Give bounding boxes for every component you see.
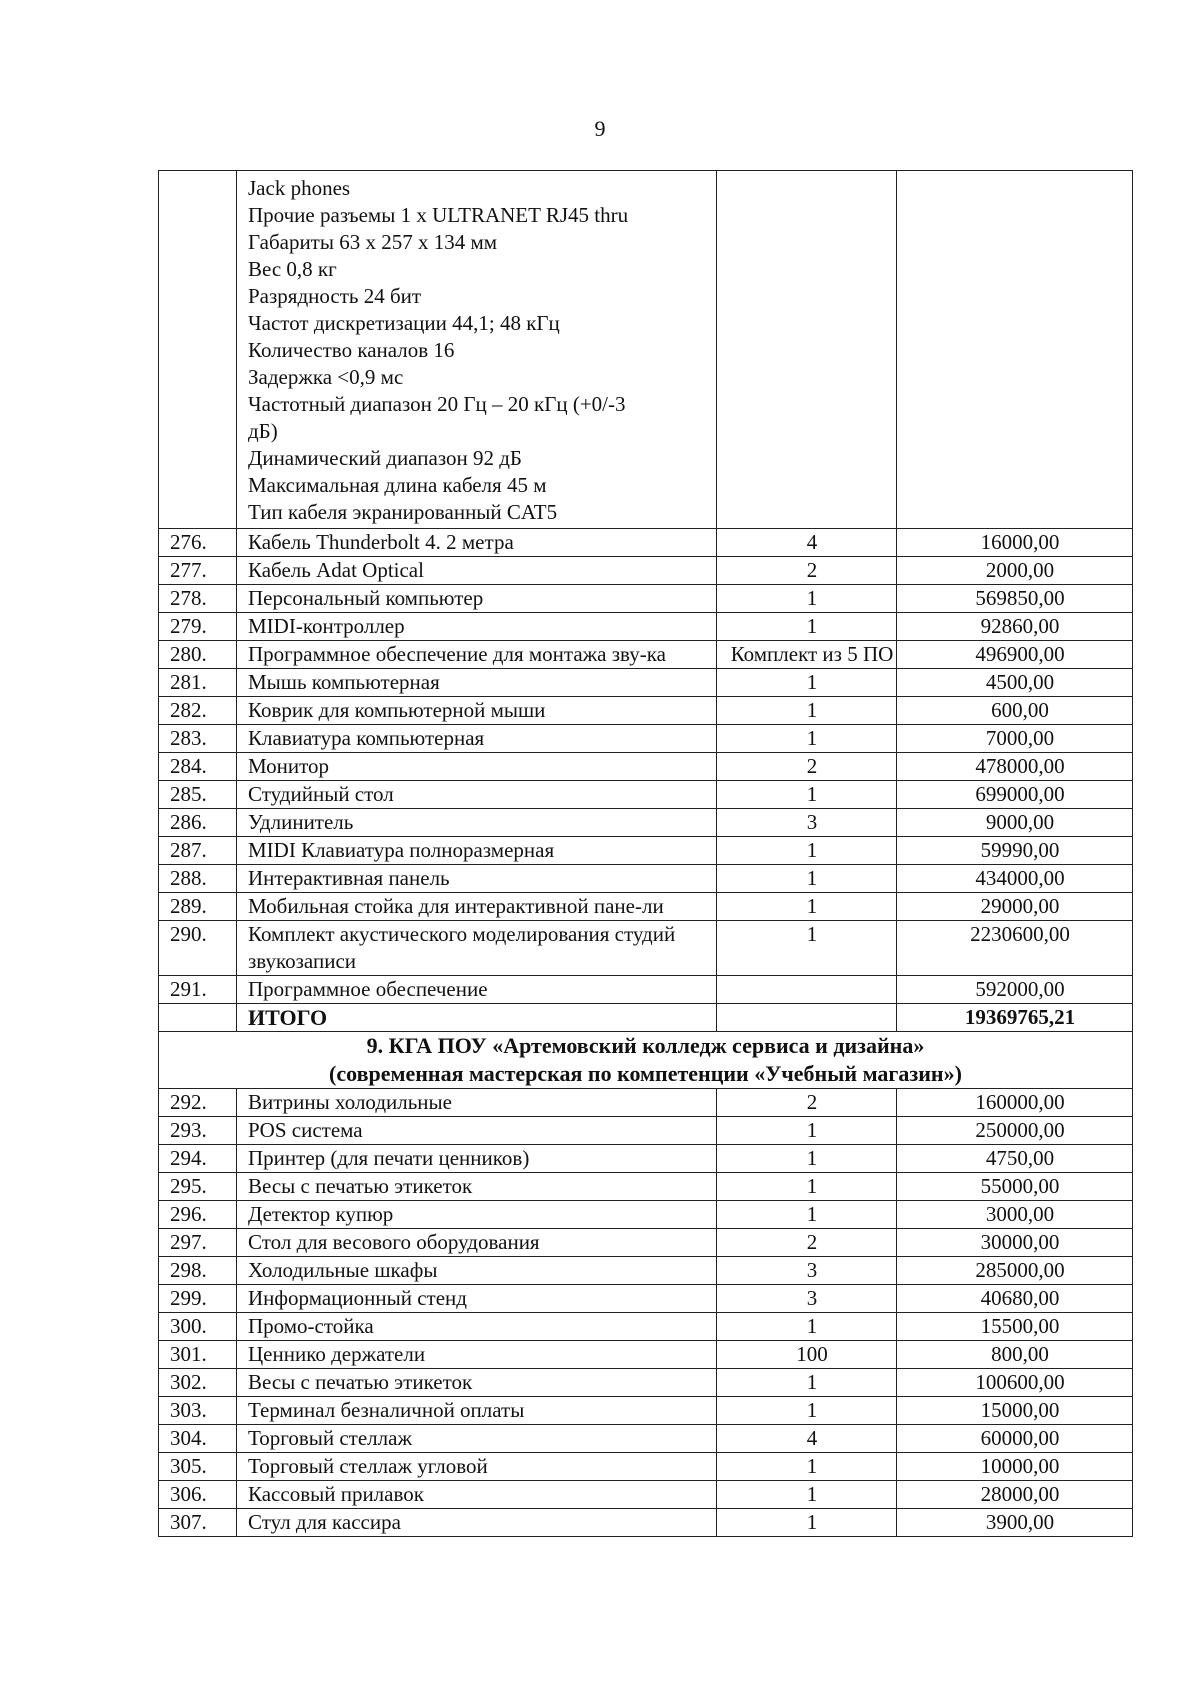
cell-name: Стул для кассира: [237, 1509, 717, 1537]
cell-number: [159, 171, 237, 529]
table-row: [159, 837, 1133, 865]
spec-line: Задержка <0,9 мс: [248, 365, 404, 389]
cell-number: 286.: [159, 809, 237, 837]
cell-quantity: 1: [717, 1313, 897, 1341]
cell-name: Детектор купюр: [237, 1201, 717, 1229]
spec-line: Вес 0,8 кг: [248, 257, 337, 281]
cell-sum: 569850,00: [897, 585, 1133, 613]
cell-name: Мышь компьютерная: [237, 669, 717, 697]
table-row: [159, 1481, 1133, 1509]
cell-sum: 2000,00: [897, 557, 1133, 585]
cell-sum: 92860,00: [897, 613, 1133, 641]
cell-sum: 600,00: [897, 697, 1133, 725]
cell-sum: 40680,00: [897, 1285, 1133, 1313]
cell-name: Промо-стойка: [237, 1313, 717, 1341]
cell-name: Принтер (для печати ценников): [237, 1145, 717, 1173]
cell-sum: 3900,00: [897, 1509, 1133, 1537]
table-row: [159, 1089, 1133, 1117]
cell-quantity: 1: [717, 1509, 897, 1537]
spec-line: Прочие разъемы 1 x ULTRANET RJ45 thru: [248, 203, 629, 227]
table-row: [159, 1341, 1133, 1369]
table-row: [159, 585, 1133, 613]
cell-number: 279.: [159, 613, 237, 641]
cell-number: [159, 1004, 237, 1032]
cell-sum: [897, 171, 1133, 529]
cell-name: Монитор: [237, 753, 717, 781]
cell-name: MIDI-контроллер: [237, 613, 717, 641]
cell-quantity: 1: [717, 697, 897, 725]
cell-quantity: 1: [717, 1117, 897, 1145]
cell-name: Мобильная стойка для интерактивной пане-ли: [237, 893, 717, 921]
cell-sum: 496900,00: [897, 641, 1133, 669]
table-row: [159, 1509, 1133, 1537]
table-row: [159, 809, 1133, 837]
spec-line: дБ): [248, 419, 278, 443]
cell-quantity: 1: [717, 865, 897, 893]
cell-quantity: 100: [717, 1341, 897, 1369]
spec-line: Частотный диапазон 20 Гц – 20 кГц (+0/-3: [248, 392, 626, 416]
cell-sum: 60000,00: [897, 1425, 1133, 1453]
cell-number: 304.: [159, 1425, 237, 1453]
table-row: [159, 725, 1133, 753]
table-row: [159, 613, 1133, 641]
cell-name: Программное обеспечение для монтажа зву-ка: [237, 641, 717, 669]
cell-quantity: 2: [717, 557, 897, 585]
cell-number: 282.: [159, 697, 237, 725]
table-body-part2: [159, 1089, 1133, 1537]
cell-quantity: 1: [717, 1145, 897, 1173]
cell-sum: 3000,00: [897, 1201, 1133, 1229]
cell-quantity: 4: [717, 1425, 897, 1453]
cell-number: 294.: [159, 1145, 237, 1173]
table-row: [159, 753, 1133, 781]
cell-name: Студийный стол: [237, 781, 717, 809]
cell-number: 305.: [159, 1453, 237, 1481]
cell-name: Кабель Thunderbolt 4. 2 метра: [237, 529, 717, 557]
table-row: [159, 529, 1133, 557]
cell-number: 293.: [159, 1117, 237, 1145]
table-row: [159, 921, 1133, 976]
cell-quantity: 1: [717, 1369, 897, 1397]
cell-number: 300.: [159, 1313, 237, 1341]
section-subtitle: (современная мастерская по компетенции «Учебный магазин»): [329, 1061, 962, 1086]
page-number: 9: [594, 116, 606, 141]
cell-sum: 59990,00: [897, 837, 1133, 865]
cell-name: Терминал безналичной оплаты: [237, 1397, 717, 1425]
cell-number: 295.: [159, 1173, 237, 1201]
cell-sum: 4500,00: [897, 669, 1133, 697]
cell-name: POS система: [237, 1117, 717, 1145]
spec-line: Габариты 63 х 257 х 134 мм: [248, 230, 498, 254]
cell-name: Комплект акустического моделирования студий звукозаписи: [237, 921, 717, 976]
cell-sum: 250000,00: [897, 1117, 1133, 1145]
cell-quantity: 3: [717, 809, 897, 837]
cell-quantity: 1: [717, 1481, 897, 1509]
cell-name: Холодильные шкафы: [237, 1257, 717, 1285]
table-row: [159, 865, 1133, 893]
table-row: [159, 893, 1133, 921]
cell-name: Удлинитель: [237, 809, 717, 837]
cell-quantity: 2: [717, 1089, 897, 1117]
cell-number: 301.: [159, 1341, 237, 1369]
cell-name: Весы с печатью этикеток: [237, 1369, 717, 1397]
cell-name: Коврик для компьютерной мыши: [237, 697, 717, 725]
cell-sum: 285000,00: [897, 1257, 1133, 1285]
cell-sum: 478000,00: [897, 753, 1133, 781]
section-header: [159, 1032, 1133, 1089]
table-row-section: [159, 1032, 1133, 1089]
table-row: [159, 1229, 1133, 1257]
cell-number: 288.: [159, 865, 237, 893]
spec-line: Jack phones: [248, 176, 351, 200]
cell-number: 292.: [159, 1089, 237, 1117]
cell-quantity: 3: [717, 1257, 897, 1285]
cell-sum: 29000,00: [897, 893, 1133, 921]
table-row-spec: [159, 171, 1133, 529]
cell-sum: 55000,00: [897, 1173, 1133, 1201]
cell-sum: 16000,00: [897, 529, 1133, 557]
cell-quantity: [717, 1004, 897, 1032]
cell-name: Торговый стеллаж: [237, 1425, 717, 1453]
cell-number: 277.: [159, 557, 237, 585]
total-label: ИТОГО: [237, 1004, 717, 1032]
table-row: [159, 1425, 1133, 1453]
table-body-total: [159, 1004, 1133, 1089]
cell-number: 296.: [159, 1201, 237, 1229]
spec-line: Максимальная длина кабеля 45 м: [248, 473, 547, 497]
spec-line: Количество каналов 16: [248, 338, 455, 362]
table-row: [159, 1201, 1133, 1229]
cell-quantity: 3: [717, 1285, 897, 1313]
cell-number: 289.: [159, 893, 237, 921]
total-sum: 19369765,21: [897, 1004, 1133, 1032]
cell-quantity: 1: [717, 921, 897, 976]
cell-name: Персональный компьютер: [237, 585, 717, 613]
cell-number: 307.: [159, 1509, 237, 1537]
cell-quantity: [717, 976, 897, 1004]
cell-quantity: 1: [717, 669, 897, 697]
cell-name: Программное обеспечение: [237, 976, 717, 1004]
cell-sum: 699000,00: [897, 781, 1133, 809]
cell-sum: 800,00: [897, 1341, 1133, 1369]
cell-quantity: 1: [717, 585, 897, 613]
cell-quantity: 1: [717, 837, 897, 865]
cell-number: 297.: [159, 1229, 237, 1257]
cell-number: 278.: [159, 585, 237, 613]
table-row: [159, 1369, 1133, 1397]
cell-sum: 10000,00: [897, 1453, 1133, 1481]
cell-number: 284.: [159, 753, 237, 781]
cell-quantity: 1: [717, 613, 897, 641]
spec-line: Частот дискретизации 44,1; 48 кГц: [248, 311, 560, 335]
cell-name: Витрины холодильные: [237, 1089, 717, 1117]
cell-number: 276.: [159, 529, 237, 557]
equipment-table: [158, 170, 1133, 1537]
cell-sum: 4750,00: [897, 1145, 1133, 1173]
cell-name: Информационный стенд: [237, 1285, 717, 1313]
table-row-total: [159, 1004, 1133, 1032]
cell-number: 283.: [159, 725, 237, 753]
cell-quantity: 1: [717, 1397, 897, 1425]
cell-name: Интерактивная панель: [237, 865, 717, 893]
cell-quantity: Комплект из 5 ПО: [717, 641, 897, 669]
cell-sum: 30000,00: [897, 1229, 1133, 1257]
cell-quantity: 1: [717, 1173, 897, 1201]
spec-line: Разрядность 24 бит: [248, 284, 422, 308]
spec-line: Тип кабеля экранированный CAT5: [248, 500, 558, 524]
spec-text: [237, 171, 717, 529]
cell-sum: 592000,00: [897, 976, 1133, 1004]
table-row: [159, 1397, 1133, 1425]
cell-number: 287.: [159, 837, 237, 865]
table-row: [159, 1313, 1133, 1341]
cell-sum: 100600,00: [897, 1369, 1133, 1397]
cell-name: Кассовый прилавок: [237, 1481, 717, 1509]
cell-name: Ценнико держатели: [237, 1341, 717, 1369]
cell-name: Торговый стеллаж угловой: [237, 1453, 717, 1481]
table-row: [159, 976, 1133, 1004]
cell-name: Клавиатура компьютерная: [237, 725, 717, 753]
table-row: [159, 781, 1133, 809]
table-row: [159, 1117, 1133, 1145]
cell-number: 280.: [159, 641, 237, 669]
cell-sum: 2230600,00: [897, 921, 1133, 976]
table-row: [159, 697, 1133, 725]
cell-number: 285.: [159, 781, 237, 809]
cell-quantity: 2: [717, 1229, 897, 1257]
cell-number: 298.: [159, 1257, 237, 1285]
cell-quantity: 1: [717, 725, 897, 753]
cell-quantity: 1: [717, 781, 897, 809]
cell-sum: 28000,00: [897, 1481, 1133, 1509]
cell-quantity: [717, 171, 897, 529]
cell-number: 299.: [159, 1285, 237, 1313]
cell-name: MIDI Клавиатура полноразмерная: [237, 837, 717, 865]
table-row: [159, 641, 1133, 669]
cell-quantity: 1: [717, 1201, 897, 1229]
cell-quantity: 2: [717, 753, 897, 781]
table-row: [159, 1257, 1133, 1285]
section-title: 9. КГА ПОУ «Артемовский колледж сервиса и дизайна»: [366, 1033, 925, 1058]
table-row: [159, 1453, 1133, 1481]
table-row: [159, 557, 1133, 585]
cell-number: 290.: [159, 921, 237, 976]
spec-line: Динамический диапазон 92 дБ: [248, 446, 522, 470]
cell-name: Кабель Adat Optical: [237, 557, 717, 585]
cell-number: 306.: [159, 1481, 237, 1509]
cell-sum: 7000,00: [897, 725, 1133, 753]
cell-quantity: 1: [717, 1453, 897, 1481]
cell-number: 303.: [159, 1397, 237, 1425]
table-row: [159, 669, 1133, 697]
cell-quantity: 1: [717, 893, 897, 921]
cell-number: 291.: [159, 976, 237, 1004]
table-row: [159, 1145, 1133, 1173]
table-body-part1: [159, 171, 1133, 1004]
cell-number: 281.: [159, 669, 237, 697]
cell-sum: 9000,00: [897, 809, 1133, 837]
cell-sum: 15000,00: [897, 1397, 1133, 1425]
cell-sum: 434000,00: [897, 865, 1133, 893]
cell-name: Стол для весового оборудования: [237, 1229, 717, 1257]
cell-quantity: 4: [717, 529, 897, 557]
cell-sum: 160000,00: [897, 1089, 1133, 1117]
cell-sum: 15500,00: [897, 1313, 1133, 1341]
cell-name: Весы с печатью этикеток: [237, 1173, 717, 1201]
table-row: [159, 1285, 1133, 1313]
table-row: [159, 1173, 1133, 1201]
cell-number: 302.: [159, 1369, 237, 1397]
